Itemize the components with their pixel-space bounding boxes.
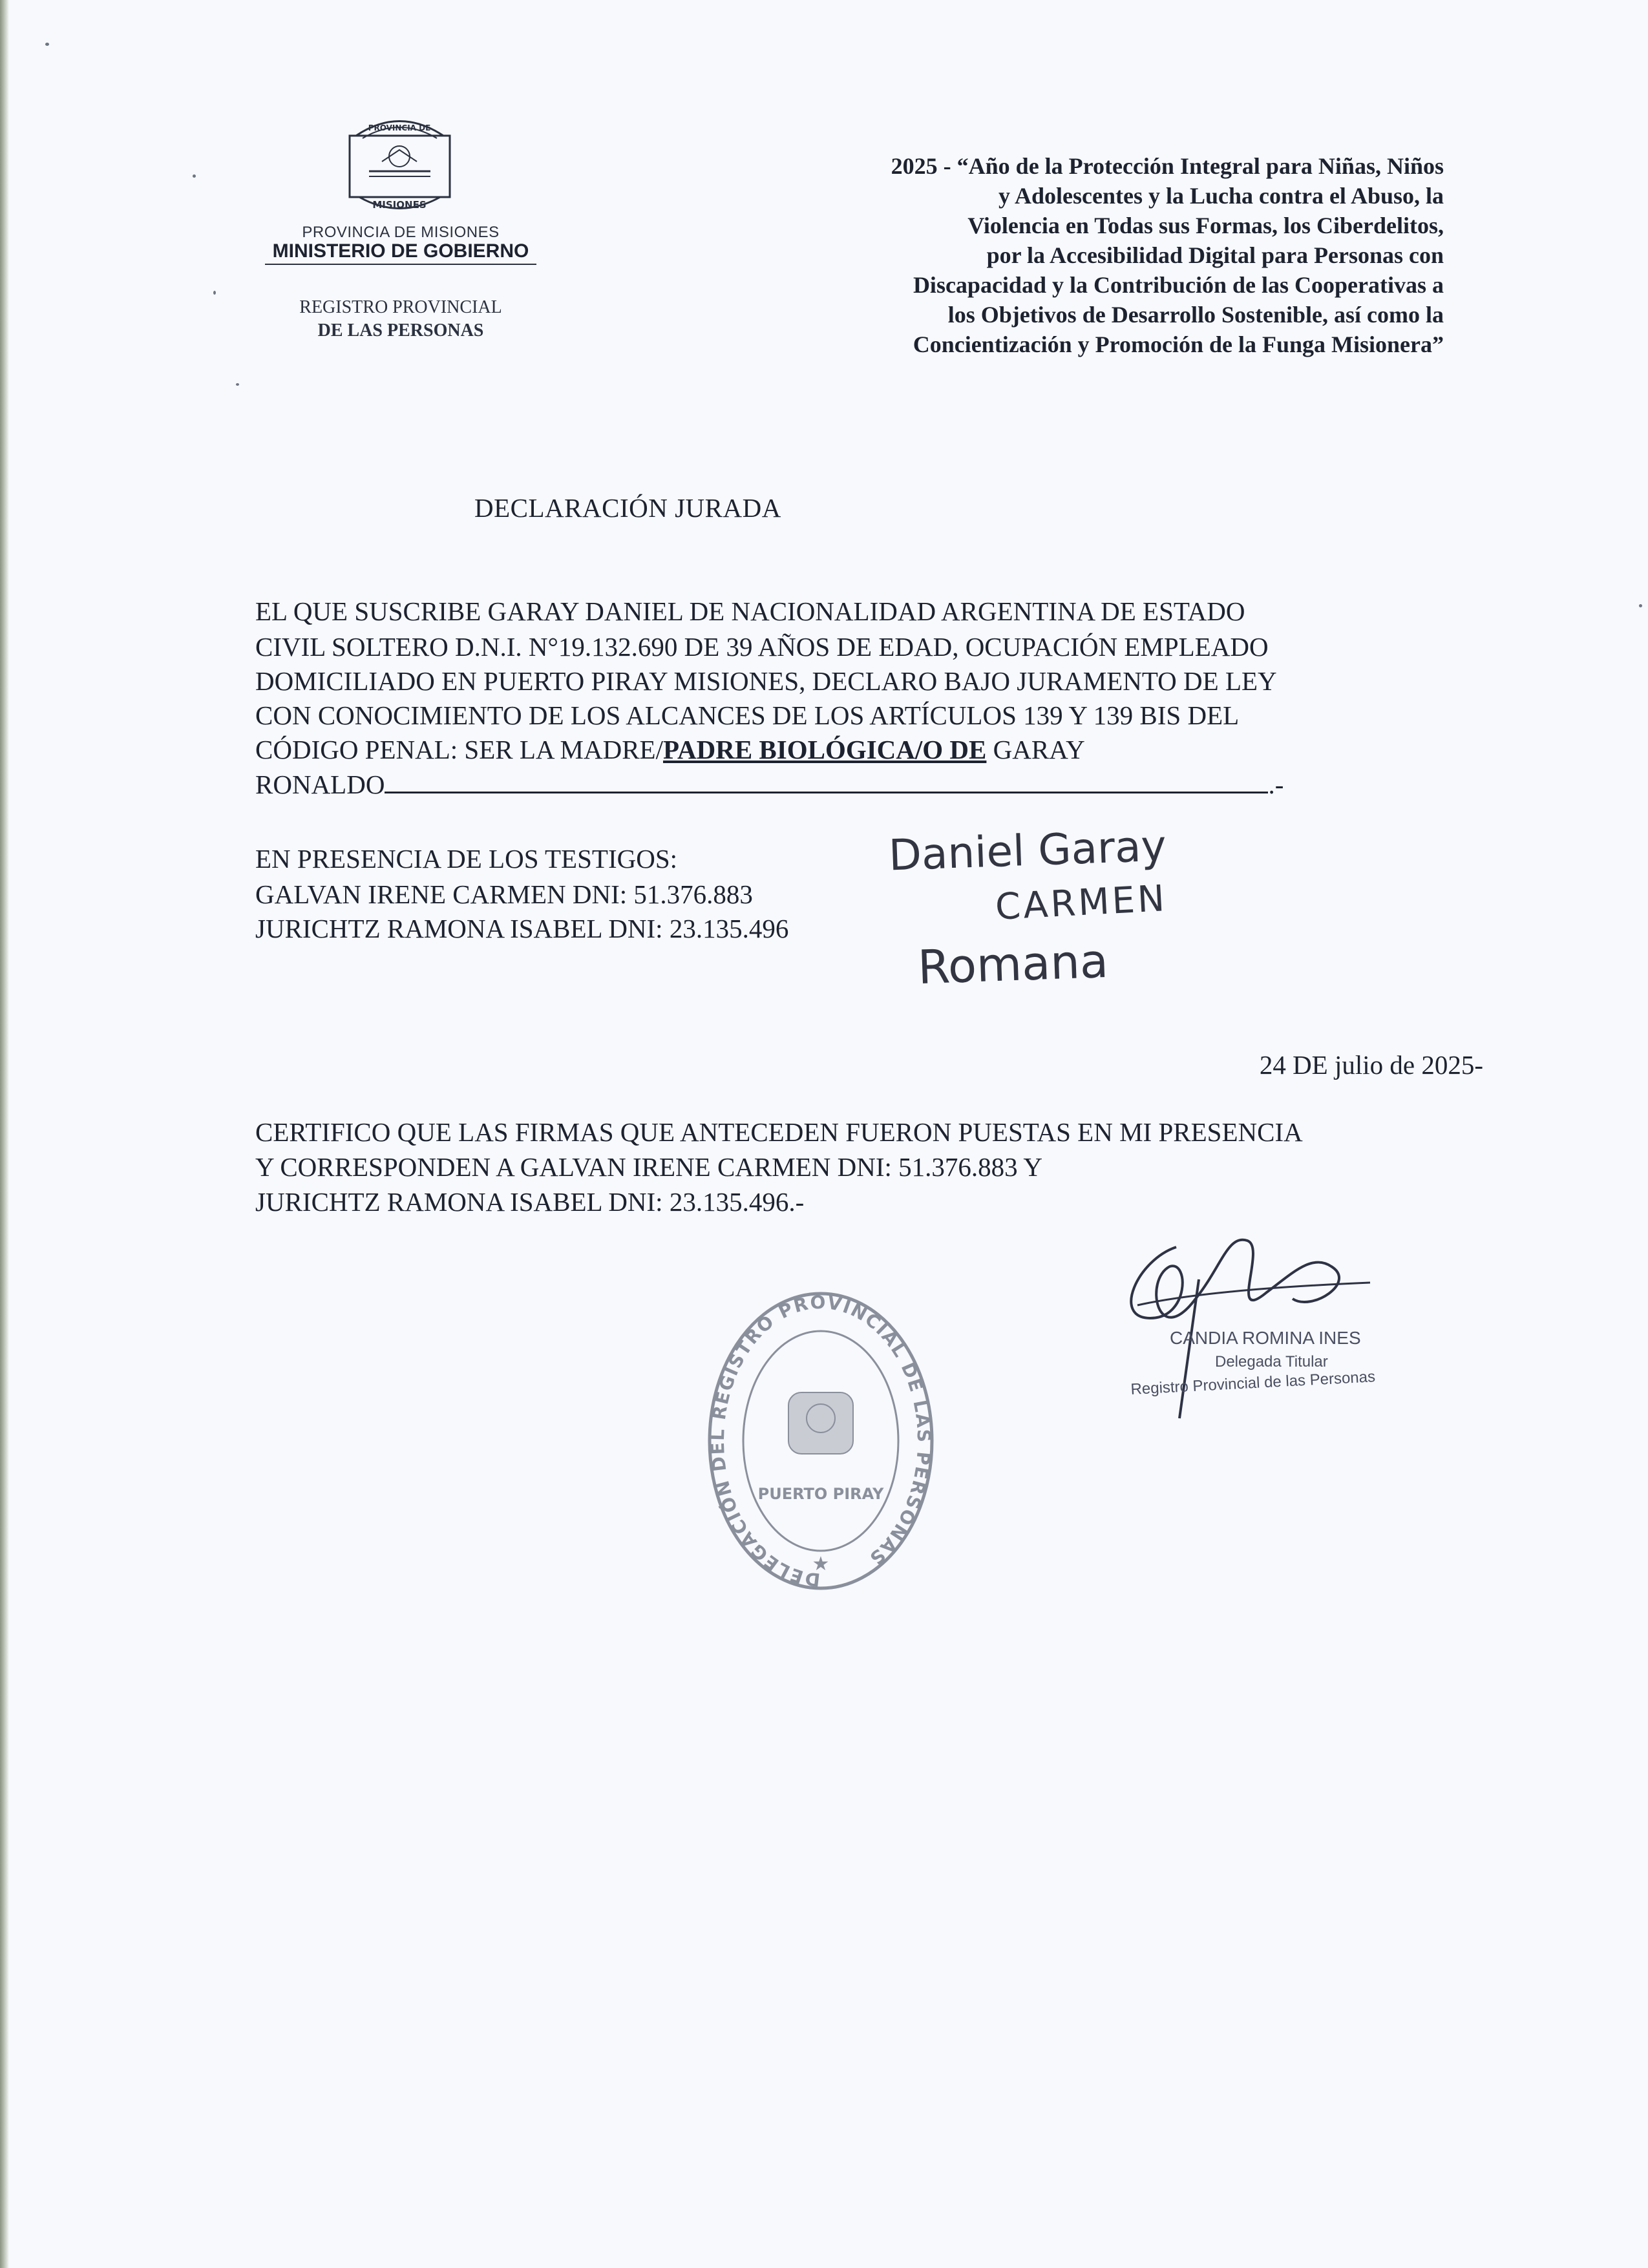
- svg-text:DELEGACIÓN DEL REGISTRO PROVIN: DELEGACIÓN DEL REGISTRO PROVINCIAL DE LAS PERSONAS: [706, 1291, 935, 1591]
- year-motto: [692, 151, 1444, 359]
- svg-text:MISIONES: MISIONES: [372, 199, 427, 211]
- province-name: PROVINCIA DE MISIONES: [302, 224, 500, 241]
- document-date: 24 DE julio de 2025-: [1259, 1050, 1483, 1080]
- declaration-line: EL QUE SUSCRIBE GARAY DANIEL DE NACIONALIDAD ARGENTINA DE ESTADO: [255, 596, 1245, 626]
- signature-witness-1: CARMEN: [994, 877, 1168, 929]
- parent-relationship: PADRE BIOLÓGICA/O DE: [662, 735, 987, 764]
- speck: [213, 291, 216, 295]
- svg-text:Registro Provincial de las Per: Registro Provincial de las Personas: [1130, 1368, 1376, 1398]
- svg-text:CANDIA ROMINA INES: CANDIA ROMINA INES: [1170, 1328, 1361, 1348]
- declaration-line: CÓDIGO PENAL: SER LA MADRE/PADRE BIOLÓGICA/O DE GARAY: [255, 735, 1085, 764]
- scan-edge: [0, 0, 9, 2268]
- motto-line: y Adolescentes y la Lucha contra el Abuso, la: [998, 183, 1444, 209]
- document-title: DECLARACIÓN JURADA: [474, 493, 781, 523]
- speck: [236, 383, 239, 386]
- motto-line: los Objetivos de Desarrollo Sostenible, así como la: [947, 302, 1444, 328]
- officer-signature-stamp: [1099, 1221, 1435, 1428]
- blank-line: [385, 772, 1268, 793]
- svg-text:★: ★: [812, 1553, 830, 1575]
- speck: [1639, 604, 1642, 607]
- declaration-line: CIVIL SOLTERO D.N.I. N°19.132.690 DE 39 AÑOS DE EDAD, OCUPACIÓN EMPLEADO: [255, 632, 1269, 662]
- ministry-name: MINISTERIO DE GOBIERNO: [213, 240, 588, 265]
- motto-line: 2025 - “Año de la Protección Integral para Niñas, Niños: [891, 153, 1444, 179]
- certification-line: Y CORRESPONDEN A GALVAN IRENE CARMEN DNI: 51.376.883 Y: [255, 1152, 1042, 1182]
- motto-line: Violencia en Todas sus Formas, los Ciberdelitos,: [967, 213, 1444, 238]
- svg-text:PUERTO PIRAY: PUERTO PIRAY: [757, 1485, 884, 1503]
- signature-declarant: Daniel Garay: [887, 821, 1167, 881]
- official-seal: [698, 1286, 944, 1596]
- province-crest: [343, 110, 456, 213]
- svg-text:PROVINCIA DE: PROVINCIA DE: [368, 123, 431, 132]
- registry-line-1: REGISTRO PROVINCIAL: [299, 297, 502, 317]
- declaration-line: DOMICILIADO EN PUERTO PIRAY MISIONES, DECLARO BAJO JURAMENTO DE LEY: [255, 666, 1277, 696]
- motto-line: Discapacidad y la Contribución de las Cooperativas a: [913, 272, 1444, 298]
- registry-line-2: DE LAS PERSONAS: [317, 320, 484, 341]
- certification-line: JURICHTZ RAMONA ISABEL DNI: 23.135.496.-: [255, 1187, 805, 1217]
- declaration-line: CON CONOCIMIENTO DE LOS ALCANCES DE LOS ARTÍCULOS 139 Y 139 BIS DEL: [255, 700, 1240, 730]
- declaration-line: RONALDO .-: [255, 770, 1284, 799]
- witness-2: JURICHTZ RAMONA ISABEL DNI: 23.135.496: [255, 914, 789, 943]
- motto-line: Concientización y Promoción de la Funga Misionera”: [913, 331, 1444, 357]
- certification-line: CERTIFICO QUE LAS FIRMAS QUE ANTECEDEN FUERON PUESTAS EN MI PRESENCIA: [255, 1117, 1303, 1147]
- speck: [45, 43, 49, 46]
- svg-text:Delegada Titular: Delegada Titular: [1215, 1353, 1328, 1370]
- witness-heading: EN PRESENCIA DE LOS TESTIGOS:: [255, 844, 678, 874]
- speck: [193, 174, 196, 178]
- witness-1: GALVAN IRENE CARMEN DNI: 51.376.883: [255, 879, 753, 909]
- signature-witness-2: Romana: [916, 933, 1110, 995]
- motto-line: por la Accesibilidad Digital para Personas con: [986, 242, 1444, 268]
